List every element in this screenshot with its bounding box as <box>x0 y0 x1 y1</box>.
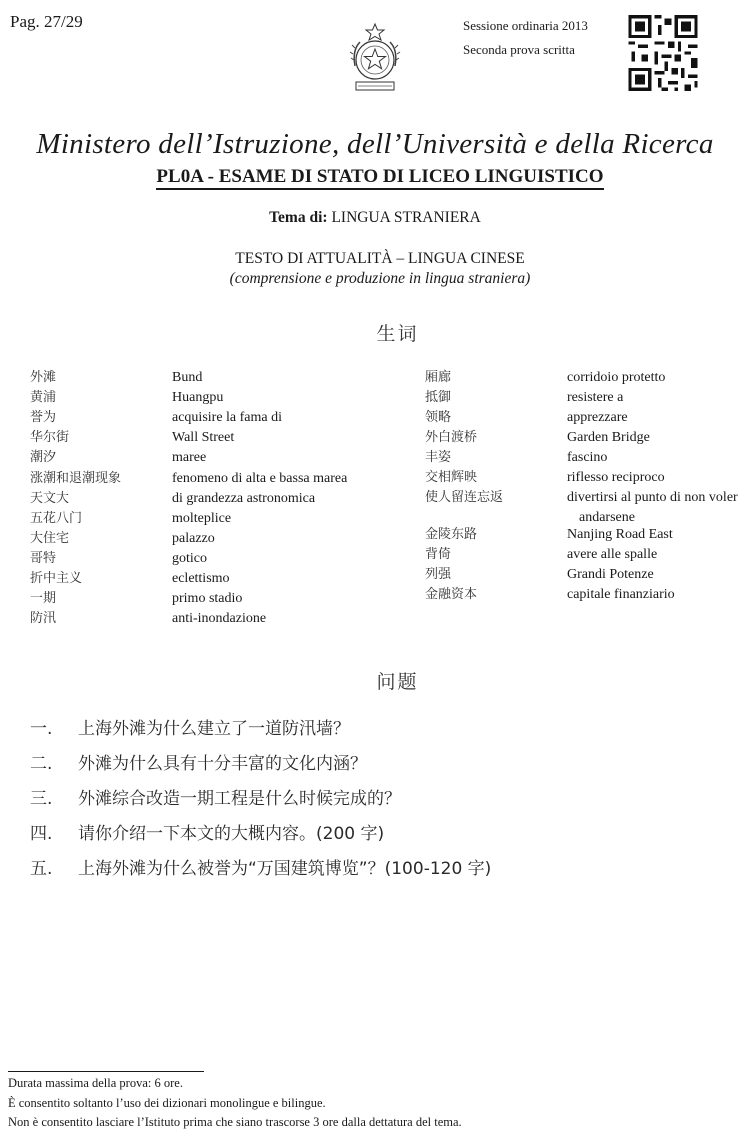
vocab-translation-text: capitale finanziario <box>567 587 675 602</box>
text-type: TESTO DI ATTUALITÀ – LINGUA CINESE <box>235 250 525 267</box>
vocab-translation-text: Huangpu <box>172 390 224 405</box>
vocab-translation-text: avere alle spalle <box>567 547 658 562</box>
vocab-italian-translation <box>172 609 266 629</box>
vocab-translation-text: maree <box>172 450 207 465</box>
theme-value: LINGUA STRANIERA <box>331 209 481 226</box>
vocab-italian-translation <box>172 509 231 529</box>
vocab-italian-translation <box>172 489 315 509</box>
question-text: 上海外滩为什么建立了一道防汛墙？ <box>78 719 350 739</box>
vocab-italian-translation <box>567 585 675 605</box>
vocab-translation-text: gotico <box>172 551 207 566</box>
vocab-italian-translation <box>567 545 657 565</box>
exam-title <box>0 166 750 188</box>
vocab-translation-text: Nanjing Road East <box>567 527 673 542</box>
question-number: 二. <box>30 754 53 774</box>
vocab-chinese-term: 防汛 <box>30 611 57 626</box>
ministry-title: Ministero dell’Istruzione, dell’Università e della Ricerca <box>36 128 714 160</box>
vocab-italian-translation <box>567 448 607 468</box>
vocab-italian-translation <box>567 368 665 388</box>
vocab-italian-translation <box>172 469 347 489</box>
vocab-chinese-term: 外白渡桥 <box>425 430 478 445</box>
vocab-italian-translation <box>172 408 282 428</box>
vocab-italian-translation <box>172 448 206 468</box>
question-text: 请你介绍一下本文的大概内容。(200 字) <box>78 824 385 844</box>
text-subtitle: (comprensione e produzione in lingua straniera) <box>229 270 531 287</box>
footnote-leaving: Non è consentito lasciare l’Istituto prima che siano trascorse 3 ore dalla dettatura del tema. <box>8 1115 462 1129</box>
question-text: 外滩为什么具有十分丰富的文化内涵？ <box>78 754 367 774</box>
theme-line <box>0 209 750 227</box>
vocabulary-left-column <box>30 368 400 638</box>
vocab-translation-continuation: andarsene <box>579 510 635 525</box>
vocab-chinese-term: 列强 <box>425 567 452 582</box>
question-number: 一. <box>30 719 53 739</box>
vocab-italian-translation <box>567 388 623 408</box>
vocab-chinese-term: 领略 <box>425 410 452 425</box>
vocab-italian-translation <box>567 525 673 545</box>
page-number: Pag. 27/29 <box>10 12 83 31</box>
footnote-dictionaries: È consentito soltanto l’uso dei dizionari monolingue e bilingue. <box>8 1096 326 1110</box>
vocab-italian-translation <box>567 428 650 448</box>
question-item <box>30 854 491 879</box>
session-line: Sessione ordinaria 2013 <box>463 18 588 33</box>
vocab-translation-text: apprezzare <box>567 410 628 425</box>
exam-title-text: PL0A - ESAME DI STATO DI LICEO LINGUISTICO <box>156 166 603 190</box>
vocab-italian-translation <box>567 468 665 488</box>
theme-label: Tema di: <box>269 209 328 226</box>
vocab-chinese-term: 金陵东路 <box>425 527 478 542</box>
vocab-chinese-term: 使人留连忘返 <box>425 490 504 505</box>
vocab-chinese-term: 华尔街 <box>30 430 70 445</box>
vocab-italian-translation <box>172 428 234 448</box>
vocabulary-right-column <box>425 368 750 618</box>
vocab-translation-text: fenomeno di alta e bassa marea <box>172 471 348 486</box>
vocab-chinese-term: 交相辉映 <box>425 470 478 485</box>
vocab-translation-text: di grandezza astronomica <box>172 491 316 506</box>
vocab-translation-text: Grandi Potenze <box>567 567 654 582</box>
question-item <box>30 714 350 739</box>
vocab-chinese-term: 折中主义 <box>30 571 83 586</box>
vocab-italian-translation <box>172 388 223 408</box>
vocab-translation-text: eclettismo <box>172 571 230 586</box>
vocab-chinese-term: 哥特 <box>30 551 57 566</box>
vocab-translation-text: primo stadio <box>172 591 243 606</box>
question-item <box>30 819 384 844</box>
vocab-chinese-term: 黄浦 <box>30 390 57 405</box>
vocab-italian-translation <box>567 565 654 585</box>
vocab-chinese-term: 潮汐 <box>30 450 57 465</box>
vocab-translation-text: Wall Street <box>172 430 235 445</box>
question-number: 五. <box>30 859 53 879</box>
vocab-chinese-term: 外滩 <box>30 370 57 385</box>
vocab-italian-translation <box>172 569 230 589</box>
vocab-italian-translation <box>567 408 628 428</box>
vocab-translation-text: Bund <box>172 370 203 385</box>
question-item <box>30 784 401 809</box>
vocab-chinese-term: 涨潮和退潮现象 <box>30 471 122 486</box>
vocab-translation-text: fascino <box>567 450 608 465</box>
vocab-italian-translation <box>172 529 215 549</box>
vocab-translation-text: divertirsi al punto di non voler <box>567 490 738 505</box>
questions-list <box>0 714 750 894</box>
vocab-translation-text: riflesso reciproco <box>567 470 665 485</box>
question-text: 上海外滩为什么被誉为“万国建筑博览”？(100-120 字) <box>78 859 492 879</box>
vocab-chinese-term: 一期 <box>30 591 57 606</box>
vocab-chinese-term: 五花八门 <box>30 511 83 526</box>
vocab-italian-translation <box>172 589 242 609</box>
qr-code-icon <box>628 15 698 91</box>
question-number: 四. <box>30 824 53 844</box>
vocab-italian-translation <box>172 549 207 569</box>
question-item <box>30 749 367 774</box>
exam-part-line: Seconda prova scritta <box>463 42 575 57</box>
vocab-italian-translation <box>567 488 738 528</box>
session-info <box>463 14 588 62</box>
footnote-divider <box>8 1071 204 1072</box>
vocab-translation-text: molteplice <box>172 511 232 526</box>
vocab-translation-text: corridoio protetto <box>567 370 666 385</box>
question-text: 外滩综合改造一期工程是什么时候完成的？ <box>78 789 401 809</box>
vocab-translation-text: anti-inondazione <box>172 611 267 626</box>
vocab-chinese-term: 金融资本 <box>425 587 478 602</box>
vocab-translation-text: palazzo <box>172 531 215 546</box>
republic-emblem-icon <box>346 20 404 96</box>
vocab-translation-text: acquisire la fama di <box>172 410 283 425</box>
vocabulary-heading: 生词 <box>376 323 419 345</box>
vocab-chinese-term: 天文大 <box>30 491 70 506</box>
question-number: 三. <box>30 789 53 809</box>
vocab-chinese-term: 厢廊 <box>425 370 452 385</box>
vocab-chinese-term: 抵御 <box>425 390 452 405</box>
vocab-chinese-term: 誉为 <box>30 410 57 425</box>
vocab-translation-text: resistere a <box>567 390 624 405</box>
vocab-chinese-term: 丰姿 <box>425 450 452 465</box>
questions-heading: 问题 <box>376 671 419 693</box>
vocab-chinese-term: 大住宅 <box>30 531 70 546</box>
footnote-duration: Durata massima della prova: 6 ore. <box>8 1076 183 1090</box>
vocab-chinese-term: 背倚 <box>425 547 452 562</box>
vocab-translation-text: Garden Bridge <box>567 430 650 445</box>
vocab-italian-translation <box>172 368 202 388</box>
